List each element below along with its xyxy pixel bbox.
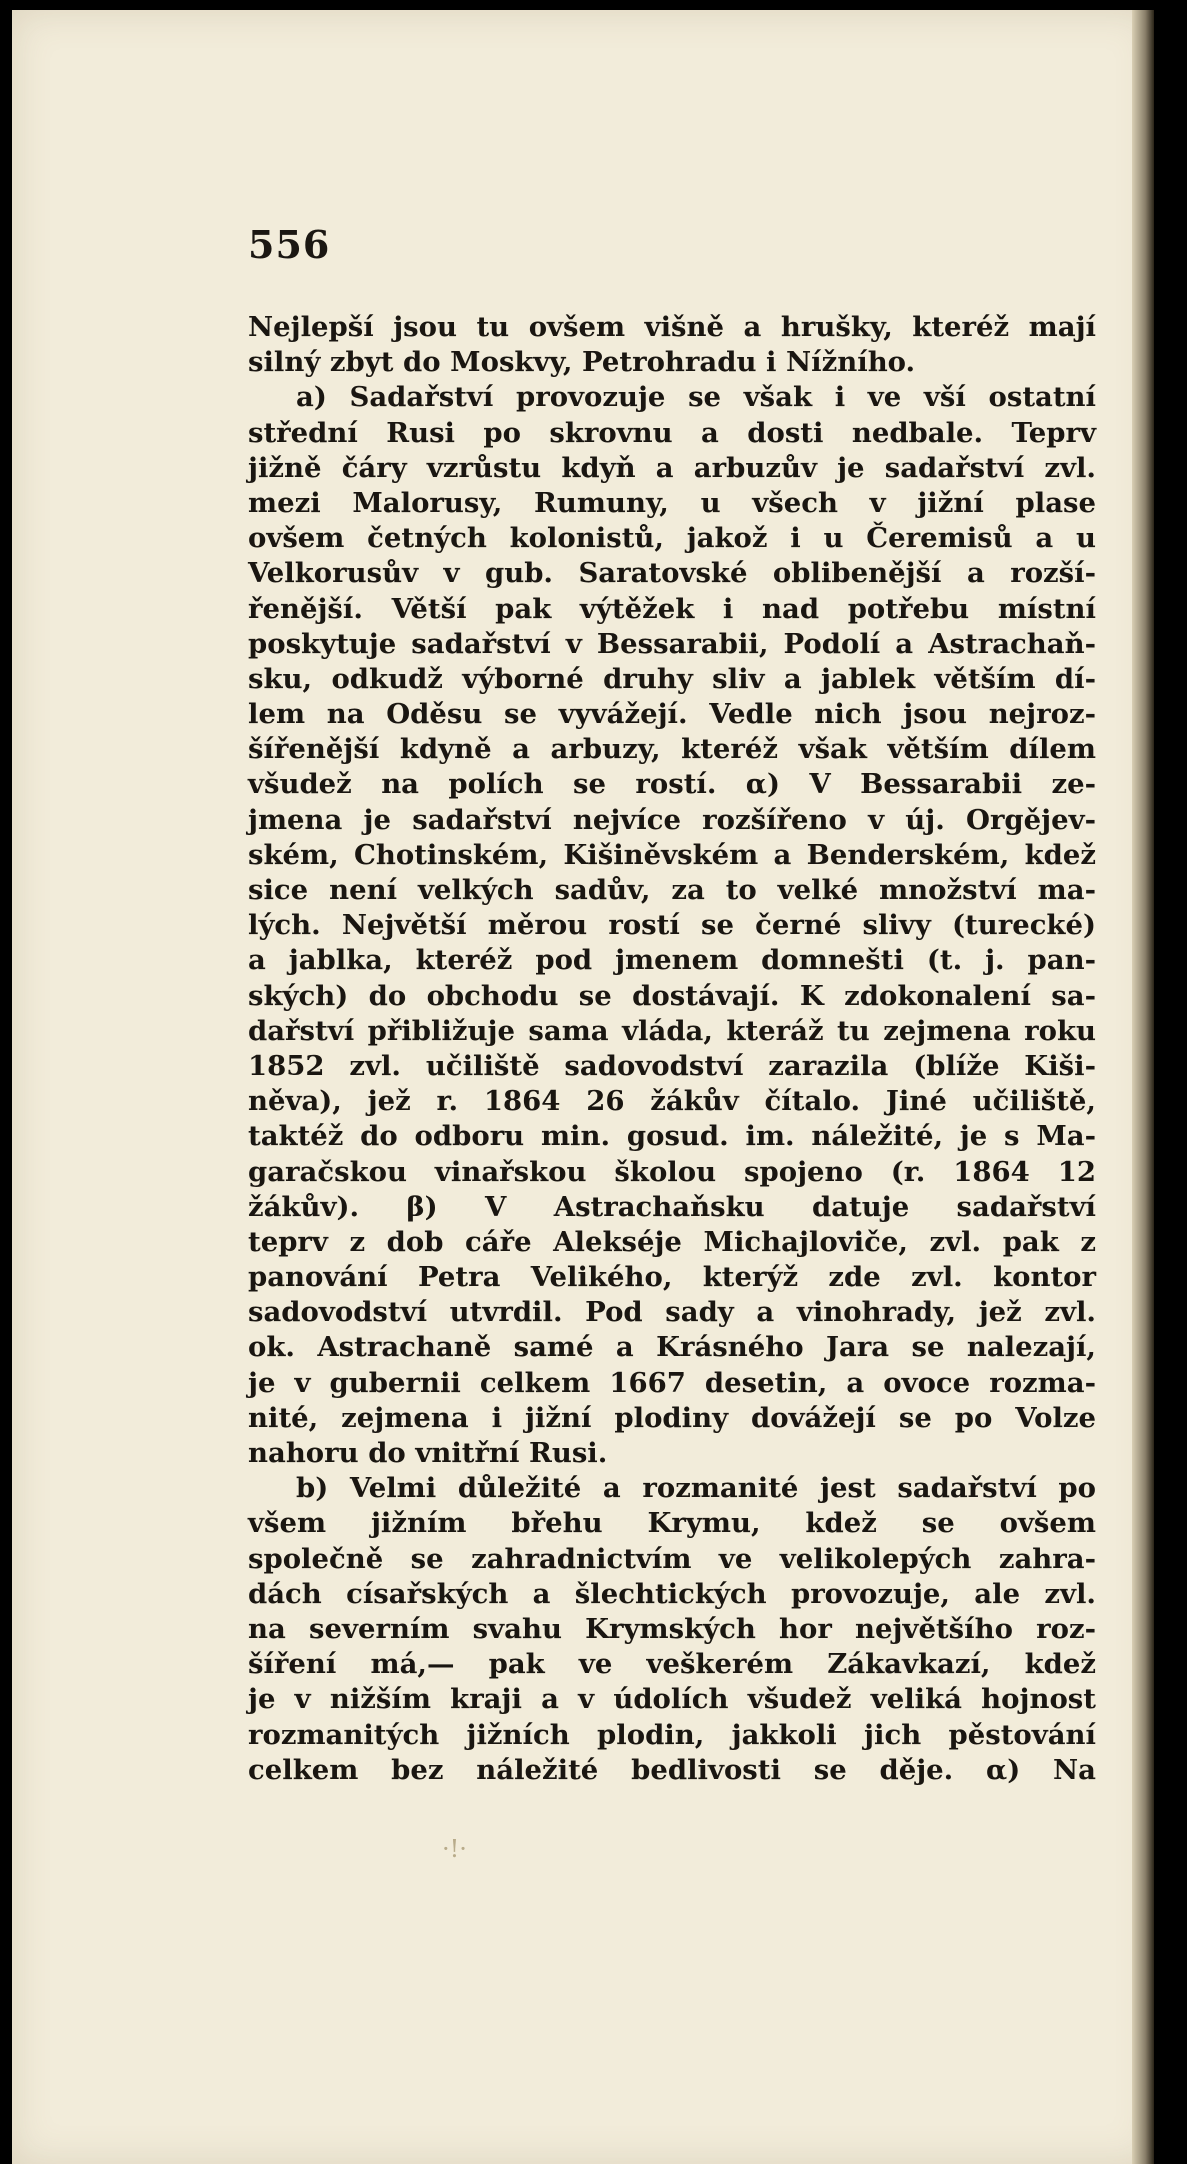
text-line: silný zbyt do Moskvy, Petrohradu i Nížního.: [248, 346, 916, 379]
text-line: dařství přibližuje sama vláda, kteráž tu zejmena roku: [248, 1014, 1096, 1047]
book-page: [12, 10, 1154, 2164]
text-line: je v nižším kraji a v údolích všudež veliká hojnost: [248, 1683, 1096, 1716]
text-line: lých. Největší měrou rostí se černé slivy (turecké): [248, 909, 1096, 942]
text-line: poskytuje sadařství v Bessarabii, Podolí a Astrachaň-: [248, 627, 1096, 660]
text-line: b) Velmi důležité a rozmanité jest sadařství po: [296, 1472, 1096, 1505]
text-line: dách císařských a šlechtických provozuje, ale zvl.: [248, 1577, 1096, 1610]
text-line: nahoru do vnitřní Rusi.: [248, 1437, 608, 1469]
text-line: celkem bez náležité bedlivosti se děje. α) Na: [248, 1753, 1096, 1786]
text-line: Nejlepší jsou tu ovšem višně a hrušky, kteréž mají: [248, 311, 1096, 343]
text-line: na severním svahu Krymských hor největšího roz-: [248, 1612, 1096, 1645]
text-line: něva), jež r. 1864 26 žákův čítalo. Jiné učiliště,: [248, 1085, 1096, 1118]
text-line: sice není velkých sadův, za to velké množství ma-: [248, 874, 1096, 906]
page-gutter-shadow: [1132, 10, 1154, 2164]
text-line: všem jižním břehu Krymu, kdež se ovšem: [248, 1507, 1096, 1540]
text-line: jmena je sadařství nejvíce rozšířeno v új. Orgějev-: [248, 803, 1096, 836]
text-line: jižně čáry vzrůstu kdyň a arbuzův je sadařství zvl.: [248, 451, 1096, 484]
text-line: teprv z dob cáře Alekséje Michajloviče, zvl. pak z: [248, 1225, 1096, 1258]
stray-ink-mark: ·!·: [442, 1835, 467, 1863]
text-line: a jablka, kteréž pod jmenem domnešti (t. j. pan-: [248, 944, 1096, 977]
text-line: ovšem četných kolonistů, jakož i u Čeremisů a u: [248, 522, 1096, 555]
text-line: ok. Astrachaně samé a Krásného Jara se nalezají,: [248, 1331, 1096, 1364]
text-line: řenější. Větší pak výtěžek i nad potřebu místní: [248, 592, 1096, 625]
text-line: 1852 zvl. učiliště sadovodství zarazila (blíže Kiši-: [248, 1049, 1096, 1082]
text-line: společně se zahradnictvím ve velikolepých zahra-: [248, 1542, 1096, 1575]
text-line: Velkorusův v gub. Saratovské oblibenější a rozší-: [248, 557, 1096, 590]
text-line: šířenější kdyně a arbuzy, kteréž však větším dílem: [248, 733, 1096, 766]
text-line: všudež na polích se rostí. α) V Bessarabii ze-: [248, 768, 1096, 801]
text-line: střední Rusi po skrovnu a dosti nedbale. Teprv: [248, 416, 1096, 449]
text-line: mezi Malorusy, Rumuny, u všech v jižní plase: [248, 486, 1096, 519]
text-line: sku, odkudž výborné druhy sliv a jablek větším dí-: [248, 662, 1096, 695]
text-line: garačskou vinařskou školou spojeno (r. 1864 12: [248, 1155, 1096, 1188]
text-line: panování Petra Velikého, kterýž zde zvl. kontor: [248, 1261, 1096, 1294]
text-line: nité, zejmena i jižní plodiny dovážejí se po Volze: [248, 1401, 1096, 1434]
text-line: lem na Oděsu se vyvážejí. Vedle nich jsou nejroz-: [248, 698, 1096, 731]
text-line: šíření má,— pak ve veškerém Zákavkazí, kdež: [248, 1648, 1096, 1681]
body-text: [248, 310, 1096, 1788]
text-line: ských) do obchodu se dostávají. K zdokonalení sa-: [248, 979, 1096, 1012]
text-line: ském, Chotinském, Kišiněvském a Benderském, kdež: [248, 838, 1096, 871]
text-line: taktéž do odboru min. gosud. im. náležité, je s Ma-: [248, 1120, 1096, 1153]
text-line: a) Sadařství provozuje se však i ve vší ostatní: [296, 381, 1096, 414]
text-line: je v gubernii celkem 1667 desetin, a ovoce rozma-: [248, 1366, 1096, 1399]
text-line: žákův). β) V Astrachaňsku datuje sadařství: [248, 1190, 1096, 1223]
text-line: sadovodství utvrdil. Pod sady a vinohrady, jež zvl.: [248, 1296, 1096, 1329]
page-number: 556: [248, 222, 331, 267]
text-line: rozmanitých jižních plodin, jakkoli jich pěstování: [248, 1718, 1096, 1751]
